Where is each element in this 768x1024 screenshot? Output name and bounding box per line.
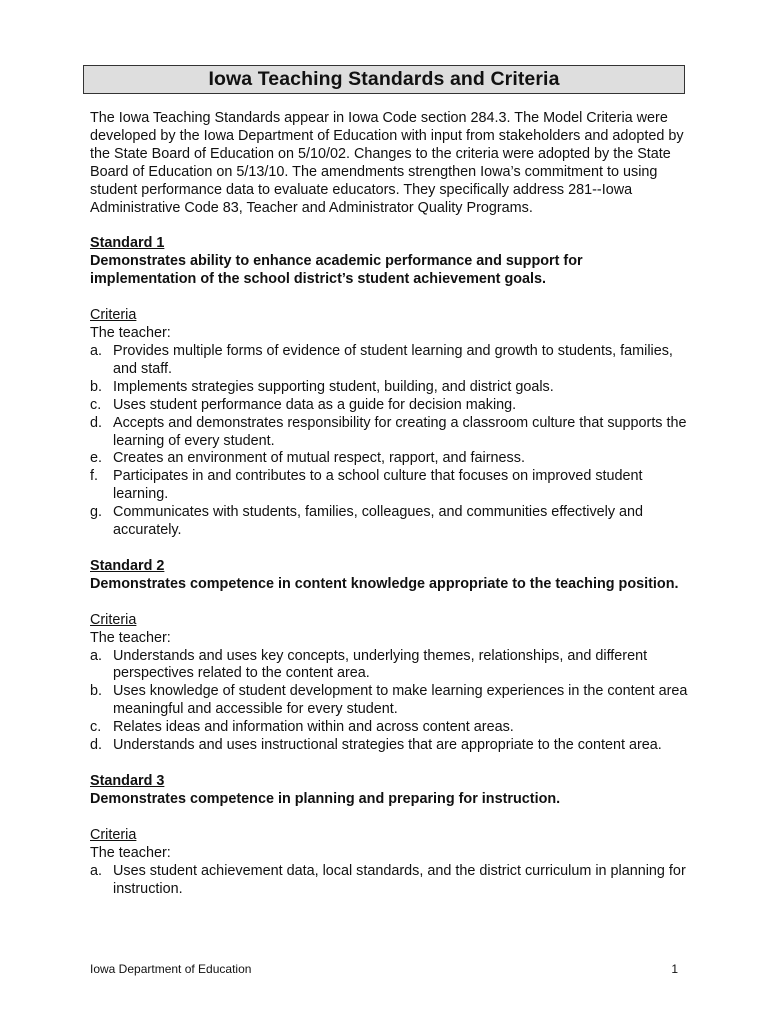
criteria-letter: a. [90, 342, 103, 359]
criteria-item [90, 468, 690, 504]
criteria-item [90, 397, 690, 415]
criteria-item [90, 648, 690, 684]
criteria-text: Provides multiple forms of evidence of student learning and growth to students, families, and staff. [113, 342, 673, 377]
criteria-letter: b. [90, 683, 103, 700]
criteria-lead: The teacher: [90, 629, 171, 646]
criteria-text: Understands and uses instructional strategies that are appropriate to the content area. [113, 737, 662, 754]
criteria-heading: Criteria [90, 307, 137, 324]
standards-list [90, 235, 690, 898]
standard-section [90, 235, 690, 540]
criteria-text: Communicates with students, families, colleagues, and communities effectively and accurately. [113, 504, 644, 539]
criteria-text: Uses knowledge of student development to make learning experiences in the content area meaningful and accessible for every student. [113, 683, 688, 718]
standard-description: Demonstrates competence in content knowledge appropriate to the teaching position. [90, 575, 679, 592]
criteria-heading: Criteria [90, 826, 137, 843]
footer-organization: Iowa Department of Education [90, 962, 252, 976]
title-box [83, 65, 685, 94]
criteria-list [90, 863, 690, 899]
criteria-item [90, 415, 690, 451]
page-footer [90, 962, 678, 976]
criteria-letter: b. [90, 378, 103, 395]
criteria-letter: g. [90, 504, 103, 521]
document-body [90, 110, 690, 916]
criteria-letter: c. [90, 396, 102, 413]
criteria-item [90, 504, 690, 540]
standard-description: Demonstrates ability to enhance academic performance and support for implementation of the school district’s student achievement goals. [90, 253, 583, 288]
page-number: 1 [671, 962, 678, 976]
criteria-text: Understands and uses key concepts, underlying themes, relationships, and different perspectives related to the content area. [113, 647, 648, 682]
criteria-text: Accepts and demonstrates responsibility for creating a classroom culture that supports the learning of every student. [113, 414, 687, 449]
standard-description: Demonstrates competence in planning and preparing for instruction. [90, 790, 561, 807]
standard-heading: Standard 3 [90, 773, 165, 789]
criteria-letter: a. [90, 647, 103, 664]
criteria-text: Uses student performance data as a guide for decision making. [113, 396, 517, 413]
criteria-item [90, 737, 690, 755]
criteria-text: Implements strategies supporting student, building, and district goals. [113, 378, 554, 395]
criteria-lead: The teacher: [90, 844, 171, 861]
criteria-letter: c. [90, 719, 102, 736]
standard-section [90, 773, 690, 898]
page-title: Iowa Teaching Standards and Criteria [208, 68, 560, 90]
criteria-list [90, 343, 690, 540]
criteria-list [90, 648, 690, 755]
intro-paragraph: The Iowa Teaching Standards appear in Iowa Code section 284.3. The Model Criteria were developed by the Iowa Department of Education with input from stakeholders and adopted by the State Board of Education on 5/10/02. Changes to the criteria were adopted by the State Board of Education on 5/13/10. The amendments strengthen Iowa’s commitment to using student performance data to evaluate educators. They specifically address 281--Iowa Administrative Code 83, Teacher and Administrator Quality Programs. [90, 110, 684, 216]
criteria-letter: f. [90, 468, 98, 485]
criteria-item [90, 719, 690, 737]
standard-section [90, 558, 690, 755]
criteria-letter: d. [90, 414, 103, 431]
criteria-letter: d. [90, 737, 103, 754]
criteria-item [90, 450, 690, 468]
criteria-item [90, 379, 690, 397]
criteria-text: Uses student achievement data, local standards, and the district curriculum in planning for instruction. [113, 862, 686, 897]
criteria-item [90, 683, 690, 719]
criteria-letter: a. [90, 862, 103, 879]
criteria-text: Participates in and contributes to a school culture that focuses on improved student learning. [113, 468, 643, 503]
criteria-item [90, 863, 690, 899]
criteria-text: Relates ideas and information within and across content areas. [113, 719, 514, 736]
criteria-text: Creates an environment of mutual respect, rapport, and fairness. [113, 450, 525, 467]
criteria-letter: e. [90, 450, 103, 467]
criteria-lead: The teacher: [90, 325, 171, 342]
criteria-heading: Criteria [90, 611, 137, 628]
standard-heading: Standard 1 [90, 235, 165, 252]
criteria-item [90, 343, 690, 379]
standard-heading: Standard 2 [90, 557, 165, 574]
